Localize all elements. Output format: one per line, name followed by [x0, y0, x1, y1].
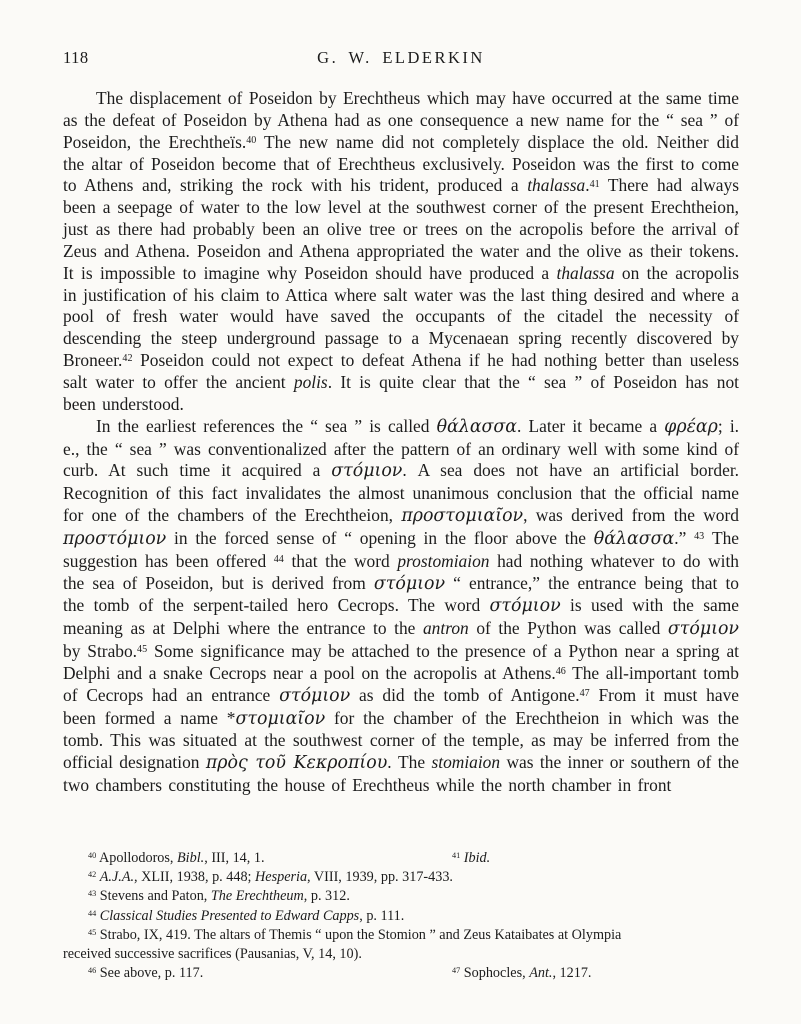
footnote-43-text: $^{43}$ Stevens and Paton, The Erechtheum, p. 312. [88, 888, 350, 905]
page-number: 118 [63, 48, 89, 67]
footnote-line-45 [63, 926, 763, 945]
footnote-42-text: $^{42}$ A.J.A., XLII, 1938, p. 448; Hesperia, VIII, 1939, pp. 317-433. [88, 869, 453, 886]
paragraph-earliest-references: In the earliest references the “ sea ” is called θάλασσα. Later it became a φρέαρ; i. e., the “ sea ” was conventionalized after the pattern of an ordinary well with some kind of curb. At such time it acquired a στόμιον. A sea does not have an artificial border. Recognition of this fact invalidates the almost unanimous conclusion that the official name for one of the chambers of the Erechtheion, προστομιαῖον, was derived from the word προστόμιον in the forced sense of “ opening in the floor above the θάλασσα.” $^{43}$ The suggestion has been offered $^{44}$ that the word prostomiaion had nothing whatever to do with the sea of Poseidon, but is derived from στόμιον “ entrance,” the entrance being that to the tomb of the serpent-tailed hero Cecrops. The word στόμιον is used with the same meaning as at Delphi where the entrance to the antron of the Python was called στόμιον by Strabo.$^{45}$ Some significance may be attached to the presence of a Python near a spring at Delphi and a snake Cecrops near a pool on the acropolis at Athens.$^{46}$ The all-important tomb of Cecrops had an entrance στόμιον as did the tomb of Antigone.$^{47}$ From it must have been formed a name *στομιαῖον for the chamber of the Erechtheion in which was the tomb. This was situated at the southwest corner of the temple, as may be inferred from the official designation πρὸς τοῦ Κεκροπίου. The stomiaion was the inner or southern of the two chambers constituting the house of Erechtheus while the north chamber in front [63, 415, 740, 796]
running-head: G. W. ELDERKIN [317, 48, 485, 67]
footnote-40-text: $^{40}$ Apollodoros, Bibl., III, 14, 1. [88, 850, 265, 866]
footnote-47-text: $^{47}$ Sophocles, Ant., 1217. [452, 965, 592, 982]
footnote-46-text: $^{46}$ See above, p. 117. [88, 965, 204, 982]
paragraph-displacement-of-poseidon: The displacement of Poseidon by Erechtheus which may have occurred at the same time as the defeat of Poseidon by Athena had as one consequence a new name for the “ sea ” of Poseidon, the Erechtheïs.$^{40}$ The new name did not completely displace the old. Neither did the altar of Poseidon become that of Erechtheus exclusively. Poseidon was the first to come to Athens and, striking the rock with his trident, produced a thalassa.$^{41}$ There had always been a seepage of water to the low level at the southwest corner of the present Erechtheion, just as there had probably been an olive tree or trees on the acropolis before the arrival of Zeus and Athena. Poseidon and Athena appropriated the water and the olive as their tokens. It is impossible to imagine why Poseidon should have produced a thalassa on the acropolis in justification of his claim to Attica where salt water was the last thing desired and where a pool of fresh water would have saved the occupants of the citadel the necessity of descending the steep underground passage to a Mycenaean spring recently discovered by Broneer.$^{42}$ Poseidon could not expect to defeat Athena if he had nothing better than useless salt water to offer the ancient polis. It is quite clear that the “ sea ” of Poseidon has not been understood. [63, 88, 740, 414]
page-header [63, 48, 739, 70]
footnote-line-40-41 [63, 849, 763, 868]
footnote-line-45-continued [63, 945, 763, 964]
footnote-44-text: $^{44}$ Classical Studies Presented to Edward Capps, p. 111. [88, 907, 405, 924]
footnote-45-text: $^{45}$ Strabo, IX, 419. The altars of Themis “ upon the Stomion ” and Zeus Kataibates at Olympia [88, 926, 622, 943]
footnotes-block [63, 849, 763, 983]
footnote-41-text: $^{41}$ Ibid. [452, 850, 491, 866]
footnote-line-44 [63, 907, 763, 926]
footnote-45-continued-text: received successive sacrifices (Pausanias, V, 14, 10). [63, 946, 362, 963]
footnote-line-43 [63, 887, 763, 906]
footnote-line-46-47 [63, 964, 763, 983]
footnote-line-42 [63, 868, 763, 887]
article-body [63, 88, 739, 797]
